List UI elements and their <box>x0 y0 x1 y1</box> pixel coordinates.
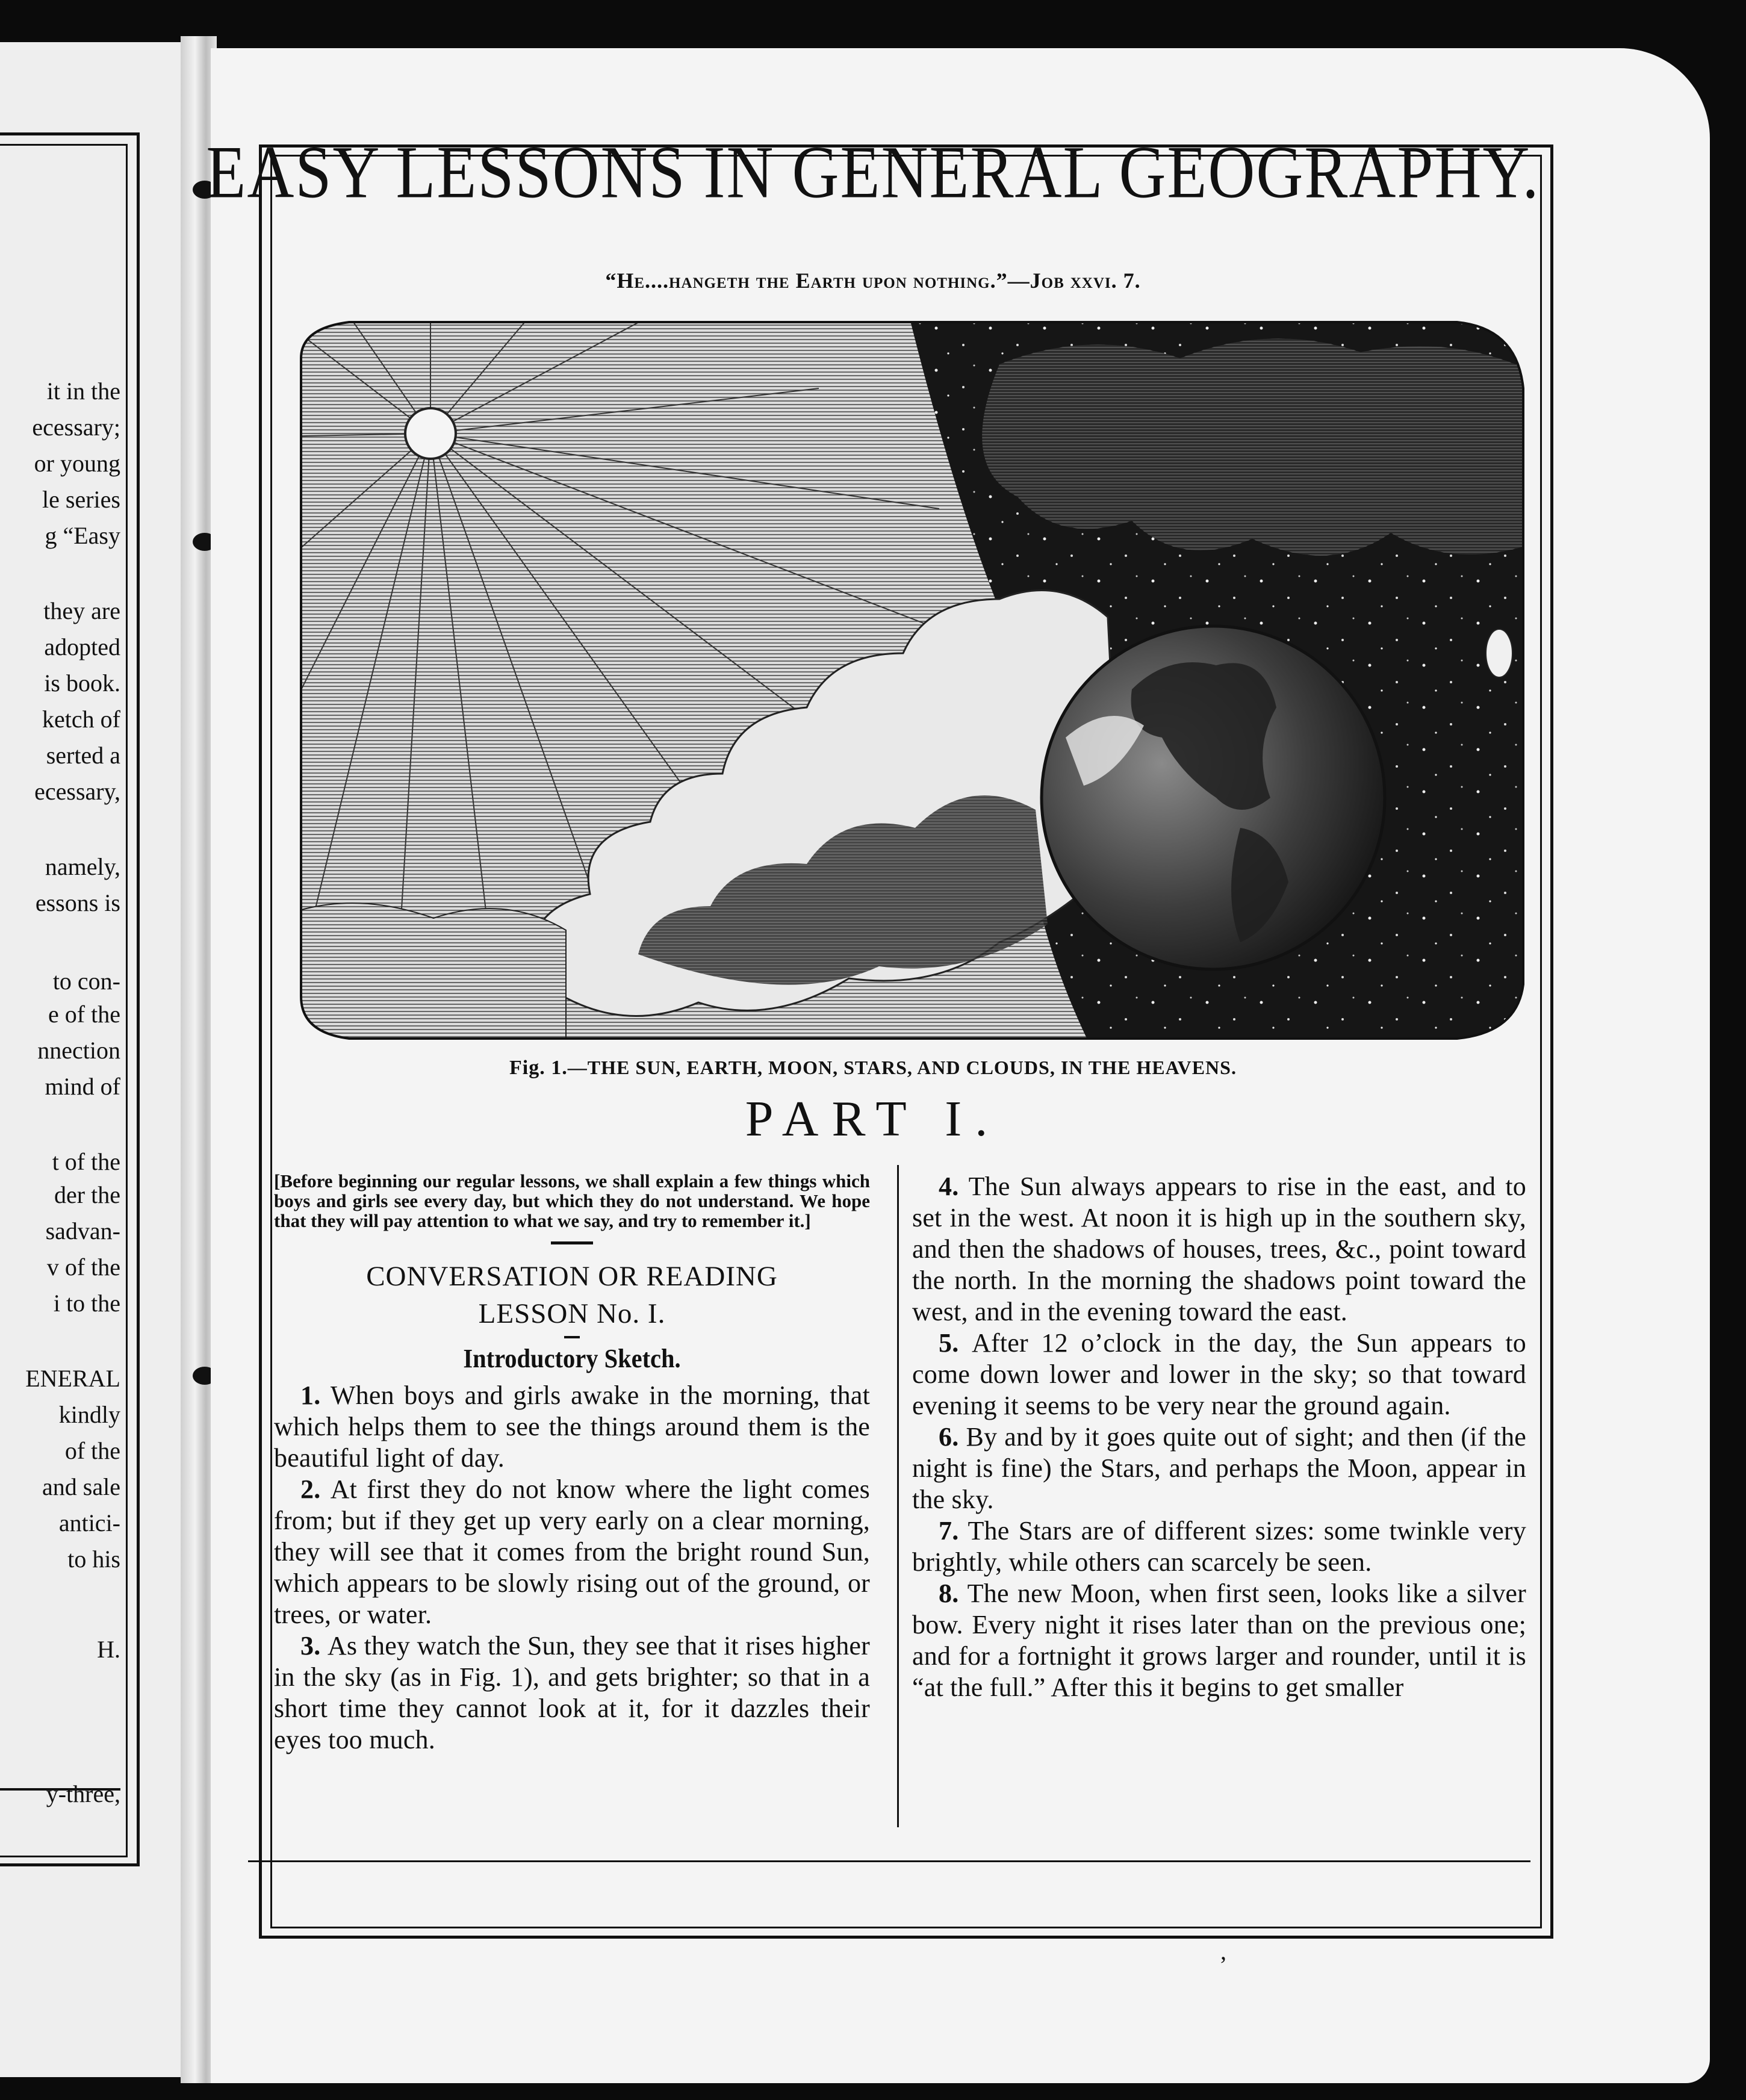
left-page-line: ketch of <box>42 706 120 733</box>
earth-globe <box>1042 626 1385 969</box>
paragraph-number: 8. <box>939 1579 968 1608</box>
left-page-line: ENERAL <box>25 1365 120 1392</box>
left-page-line: or young <box>34 450 120 477</box>
numbered-paragraph <box>912 1515 1526 1578</box>
left-page-line: y-three, <box>46 1780 120 1807</box>
paragraph-number: 1. <box>300 1381 331 1410</box>
left-page-line: mind of <box>45 1073 120 1100</box>
lesson-heading: CONVERSATION OR READING LESSON No. I. <box>366 1261 778 1329</box>
paragraph-number: 4. <box>939 1172 969 1201</box>
paragraph-text: The Stars are of different sizes: some twinkle very brightly, while others can scarcely be seen. <box>912 1516 1526 1577</box>
left-page-line: t of the <box>52 1148 120 1175</box>
left-page-line: g “Easy <box>45 522 120 549</box>
epigraph: “He....hangeth the Earth upon nothing.”—Job xxvi. 7. <box>605 269 1141 293</box>
left-column <box>274 1171 870 1756</box>
heading-rule <box>564 1336 580 1338</box>
left-page-line: ecessary, <box>34 778 120 805</box>
paragraph-text: At first they do not know where the light comes from; but if they get up very early on a clear morning, they will see that it comes from the bright round Sun, which appears to be slowly rising out of the ground, or trees, or water. <box>274 1474 870 1629</box>
left-page-line: ecessary; <box>32 414 120 441</box>
numbered-paragraph <box>912 1328 1526 1421</box>
left-page-line: e of the <box>48 1001 120 1028</box>
column-divider <box>897 1165 899 1827</box>
sun <box>405 408 456 459</box>
left-page-line: and sale <box>42 1473 120 1500</box>
paragraph-number: 2. <box>300 1474 331 1504</box>
paragraph-text: As they watch the Sun, they see that it rises higher in the sky (as in Fig. 1), and gets brighter; so that in a short time they cannot look at it, for it dazzles their eyes too much. <box>274 1631 870 1754</box>
paragraph-text: By and by it goes quite out of sight; and then (if the night is fine) the Stars, and perhaps the Moon, appear in the sky. <box>912 1422 1526 1514</box>
paragraph-text: After 12 o’clock in the day, the Sun appears to come down lower and lower in the sky; so that toward evening it seems to be very near the ground again. <box>912 1328 1526 1420</box>
left-page-line: antici- <box>58 1509 120 1536</box>
page-mark: ’ <box>1219 1951 1228 1978</box>
paragraph-text: The new Moon, when first seen, looks like a silver bow. Every night it rises later than on the previous one; and for a fortnight it grows larger and rounder, until it is “at the full.” After this it begins to get smaller <box>912 1579 1526 1702</box>
part-heading: PART I. <box>745 1091 1001 1147</box>
sub-heading: Introductory Sketch. <box>463 1344 681 1373</box>
paragraph-number: 7. <box>939 1516 968 1545</box>
engraving-sun-earth-moon <box>277 316 1529 1045</box>
paragraph-number: 3. <box>300 1631 328 1660</box>
left-page-line: to con- <box>52 968 120 995</box>
numbered-paragraph <box>912 1171 1526 1328</box>
numbered-paragraph <box>274 1380 870 1474</box>
paragraph-text: When boys and girls awake in the morning, that which helps them to see the things around them is the beautiful light of day. <box>274 1381 870 1473</box>
intro-note: [Before beginning our regular lessons, we shall explain a few things which boys and girls see every day, but which they do not understand. We hope that they will pay attention to what we say, and try to remember it.] <box>274 1170 870 1231</box>
page-title: EASY LESSONS IN GENERAL GEOGRAPHY. <box>206 131 1540 214</box>
left-page-line: kindly <box>58 1401 120 1428</box>
page-bottom-rule <box>248 1860 1530 1862</box>
right-paragraphs <box>912 1171 1526 1703</box>
figure-label: Fig. 1. <box>509 1057 568 1079</box>
left-page-line: der the <box>54 1181 120 1208</box>
crescent-moon <box>1486 629 1512 677</box>
figure-caption <box>0 1057 1746 1080</box>
left-page-line: namely, <box>45 853 120 880</box>
paragraph-text: The Sun always appears to rise in the east, and to set in the west. At noon it is high up in the southern sky, and then the shadows of houses, trees, &c., point toward the north. In the morning the shadows point toward the west, and in the evening toward the east. <box>912 1172 1526 1326</box>
section-rule <box>551 1241 593 1244</box>
left-page-rule <box>0 1788 120 1791</box>
left-page-line: v of the <box>46 1253 120 1281</box>
left-page-line: they are <box>43 597 120 624</box>
figure-caption-text: —THE SUN, EARTH, MOON, STARS, AND CLOUDS, IN THE HEAVENS. <box>567 1057 1237 1078</box>
left-page-line: essons is <box>35 889 120 916</box>
left-page-line: of the <box>64 1437 120 1464</box>
left-page-line: H. <box>97 1636 120 1663</box>
numbered-paragraph <box>274 1630 870 1756</box>
left-page-line: nnection <box>37 1037 120 1064</box>
numbered-paragraph <box>274 1474 870 1630</box>
left-page-line: sadvan- <box>45 1217 120 1244</box>
left-paragraphs <box>274 1380 870 1756</box>
left-page-line: to his <box>67 1545 120 1573</box>
numbered-paragraph <box>912 1578 1526 1703</box>
paragraph-number: 6. <box>939 1422 966 1452</box>
left-page-line: adopted <box>44 633 120 660</box>
right-column <box>912 1171 1526 1703</box>
left-page-line: serted a <box>46 742 120 769</box>
left-page-line: i to the <box>53 1290 120 1317</box>
left-page-line: it in the <box>46 377 120 405</box>
left-page-line: le series <box>42 486 120 513</box>
numbered-paragraph <box>912 1421 1526 1515</box>
paragraph-number: 5. <box>939 1328 972 1358</box>
left-page-line: is book. <box>44 669 120 697</box>
